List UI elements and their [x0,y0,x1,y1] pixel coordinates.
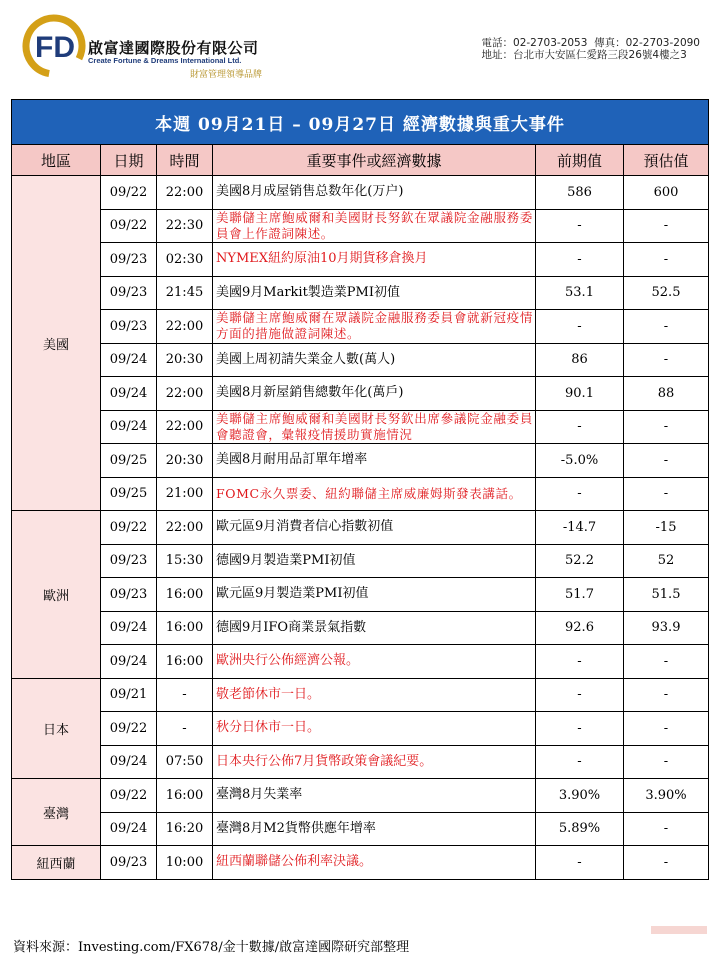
table-row [12,678,709,712]
event-cell: 美聯儲主席鮑威爾和美國財長努欽在眾議院金融服務委員會上作證詞陳述。 [213,209,536,243]
event-cell: 美國8月成屋销售总数年化(万户) [213,176,536,210]
table-title: 本週 09月21日 – 09月27日 經濟數據與重大事件 [12,100,709,145]
table-row [12,276,709,310]
table-row [12,310,709,344]
event-cell: 歐洲央行公佈經濟公報。 [213,645,536,679]
table-row [12,209,709,243]
previous-value-cell: - [536,846,624,880]
forecast-value-cell: - [624,343,709,377]
table-row [12,343,709,377]
region-cell: 歐洲 [12,511,101,679]
time-cell: 07:50 [157,745,213,779]
date-cell: 09/23 [101,846,157,880]
column-header-date: 日期 [101,145,157,176]
forecast-value-cell: 52.5 [624,276,709,310]
date-cell: 09/23 [101,276,157,310]
contact-info [482,37,700,61]
previous-value-cell: 586 [536,176,624,210]
forecast-value-cell: 52 [624,544,709,578]
time-cell: 21:45 [157,276,213,310]
forecast-value-cell: - [624,243,709,277]
event-cell: 歐元區9月消費者信心指數初值 [213,511,536,545]
event-cell: 美聯儲主席鮑威爾在眾議院金融服務委員會就新冠疫情方面的措施做證詞陳述。 [213,310,536,344]
time-cell: 22:00 [157,511,213,545]
time-cell: 20:30 [157,444,213,478]
date-cell: 09/23 [101,578,157,612]
company-name-cn: 啟富達國際股份有限公司 [88,39,259,57]
time-cell: 10:00 [157,846,213,880]
forecast-value-cell: - [624,745,709,779]
date-cell: 09/22 [101,712,157,746]
date-cell: 09/25 [101,444,157,478]
previous-value-cell: - [536,745,624,779]
table-row [12,578,709,612]
date-cell: 09/24 [101,377,157,411]
previous-value-cell: -14.7 [536,511,624,545]
previous-value-cell: 92.6 [536,611,624,645]
time-cell: 16:00 [157,611,213,645]
time-cell: - [157,712,213,746]
column-header-previous: 前期值 [536,145,624,176]
table-row [12,611,709,645]
table-row [12,243,709,277]
forecast-value-cell: - [624,310,709,344]
date-cell: 09/21 [101,678,157,712]
region-cell: 臺灣 [12,779,101,846]
event-cell: 德國9月IFO商業景氣指數 [213,611,536,645]
table-row [12,176,709,210]
event-cell: 臺灣8月M2貨幣供應年增率 [213,812,536,846]
table-row [12,477,709,511]
previous-value-cell: - [536,678,624,712]
event-cell: 敬老節休市一日。 [213,678,536,712]
previous-value-cell: - [536,209,624,243]
decorative-corner [651,926,707,934]
forecast-value-cell: - [624,209,709,243]
previous-value-cell: -5.0% [536,444,624,478]
table-row [12,712,709,746]
region-cell: 紐西蘭 [12,846,101,880]
previous-value-cell: - [536,712,624,746]
previous-value-cell: 86 [536,343,624,377]
forecast-value-cell: - [624,812,709,846]
time-cell: 16:20 [157,812,213,846]
column-header-time: 時間 [157,145,213,176]
events-table-wrapper [11,99,708,880]
forecast-value-cell: - [624,477,709,511]
event-cell: 美國9月Markit製造業PMI初值 [213,276,536,310]
previous-value-cell: 5.89% [536,812,624,846]
time-cell: 22:00 [157,176,213,210]
column-header-forecast: 預估值 [624,145,709,176]
date-cell: 09/23 [101,243,157,277]
previous-value-cell: - [536,410,624,444]
time-cell: - [157,678,213,712]
address-text: 地址：台北市大安區仁愛路三段26號4樓之3 [481,49,687,61]
phone-text: 電話：02-2703-2053 [481,37,588,49]
time-cell: 15:30 [157,544,213,578]
forecast-value-cell: - [624,645,709,679]
time-cell: 20:30 [157,343,213,377]
previous-value-cell: 53.1 [536,276,624,310]
date-cell: 09/23 [101,310,157,344]
time-cell: 21:00 [157,477,213,511]
previous-value-cell: - [536,645,624,679]
forecast-value-cell: - [624,410,709,444]
event-cell: 美國上周初請失業金人數(萬人) [213,343,536,377]
forecast-value-cell: 51.5 [624,578,709,612]
date-cell: 09/25 [101,477,157,511]
region-cell: 日本 [12,678,101,779]
date-cell: 09/22 [101,209,157,243]
svg-text:FD: FD [35,31,75,64]
column-header-event: 重要事件或經濟數據 [213,145,536,176]
forecast-value-cell: - [624,712,709,746]
event-cell: FOMC永久票委、紐約聯儲主席威廉姆斯發表講話。 [213,477,536,511]
date-cell: 09/24 [101,343,157,377]
page-header [0,0,720,92]
previous-value-cell: 52.2 [536,544,624,578]
time-cell: 16:00 [157,645,213,679]
time-cell: 22:00 [157,410,213,444]
forecast-value-cell: - [624,846,709,880]
events-table [11,99,709,880]
table-row [12,846,709,880]
time-cell: 22:00 [157,310,213,344]
date-cell: 09/24 [101,812,157,846]
table-header-row [12,145,709,176]
time-cell: 16:00 [157,779,213,813]
date-cell: 09/23 [101,544,157,578]
table-row [12,410,709,444]
table-row [12,779,709,813]
forecast-value-cell: -15 [624,511,709,545]
company-tagline: 財富管理領導品牌 [190,70,263,80]
forecast-value-cell: 600 [624,176,709,210]
forecast-value-cell: 3.90% [624,779,709,813]
previous-value-cell: 90.1 [536,377,624,411]
previous-value-cell: - [536,243,624,277]
region-cell: 美國 [12,176,101,511]
previous-value-cell: 51.7 [536,578,624,612]
company-logo-icon [22,14,86,78]
time-cell: 16:00 [157,578,213,612]
event-cell: 日本央行公佈7月貨幣政策會議紀要。 [213,745,536,779]
event-cell: 美聯儲主席鮑威爾和美國財長努欽出席參議院金融委員會聽證會，彙報疫情援助實施情況 [213,410,536,444]
date-cell: 09/22 [101,176,157,210]
previous-value-cell: - [536,310,624,344]
table-row [12,511,709,545]
event-cell: 秋分日休市一日。 [213,712,536,746]
event-cell: 美國8月耐用品訂單年增率 [213,444,536,478]
table-row [12,444,709,478]
date-cell: 09/22 [101,511,157,545]
table-row [12,544,709,578]
event-cell: NYMEX紐約原油10月期貨移倉換月 [213,243,536,277]
company-name-en: Create Fortune & Dreams International Ltd. [88,56,242,65]
event-cell: 歐元區9月製造業PMI初值 [213,578,536,612]
table-row [12,812,709,846]
date-cell: 09/24 [101,745,157,779]
date-cell: 09/22 [101,779,157,813]
source-note: 資料來源：Investing.com/FX678/金十數據/啟富達國際研究部整理 [13,940,410,955]
forecast-value-cell: - [624,678,709,712]
table-row [12,645,709,679]
date-cell: 09/24 [101,611,157,645]
previous-value-cell: - [536,477,624,511]
table-row [12,745,709,779]
event-cell: 德國9月製造業PMI初值 [213,544,536,578]
event-cell: 紐西蘭聯儲公佈利率決議。 [213,846,536,880]
time-cell: 22:30 [157,209,213,243]
table-row [12,377,709,411]
forecast-value-cell: 88 [624,377,709,411]
time-cell: 22:00 [157,377,213,411]
date-cell: 09/24 [101,410,157,444]
fax-text: 傳真：02-2703-2090 [594,37,700,49]
event-cell: 臺灣8月失業率 [213,779,536,813]
forecast-value-cell: 93.9 [624,611,709,645]
time-cell: 02:30 [157,243,213,277]
previous-value-cell: 3.90% [536,779,624,813]
date-cell: 09/24 [101,645,157,679]
column-header-region: 地區 [12,145,101,176]
forecast-value-cell: - [624,444,709,478]
event-cell: 美國8月新屋銷售總數年化(萬戶) [213,377,536,411]
